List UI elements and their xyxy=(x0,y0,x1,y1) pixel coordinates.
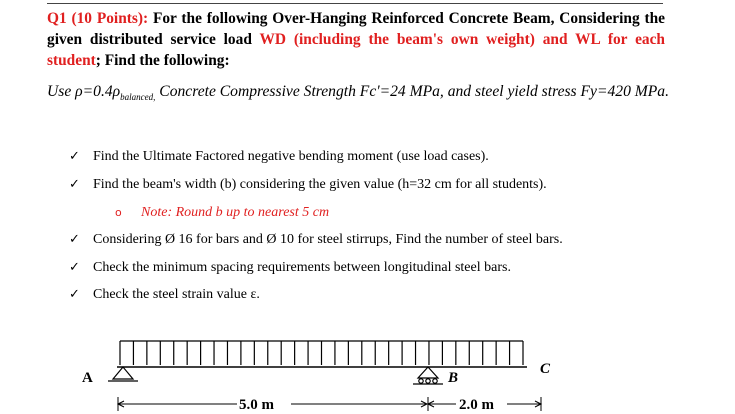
support-b-label: B xyxy=(448,370,459,386)
note-text: Note: Round b up to nearest 5 cm xyxy=(141,205,330,220)
note-item xyxy=(115,205,329,221)
checkmark-icon: ✓ xyxy=(69,260,80,275)
span-bc-label: 2.0 m xyxy=(459,397,494,413)
task-text: Considering Ø 16 for bars and Ø 10 for steel stirrups, Find the number of steel bars. xyxy=(93,232,563,247)
task-text: Find the Ultimate Factored negative bending moment (use load cases). xyxy=(93,149,489,164)
task-item xyxy=(69,287,260,303)
task-item xyxy=(69,260,511,276)
span-ab-label: 5.0 m xyxy=(239,397,274,413)
support-b-roller-icon xyxy=(413,367,443,384)
checkmark-icon: ✓ xyxy=(69,177,80,192)
params-rho-sub: balanced, xyxy=(120,92,156,103)
task-text: Check the minimum spacing requirements between longitudinal steel bars. xyxy=(93,260,511,275)
question-statement xyxy=(47,8,665,71)
question-outro: ; Find the following: xyxy=(95,52,230,69)
question-intro: For the following Over-Hanging Reinforced Concrete Beam, Considering the given distributed service load xyxy=(47,10,665,48)
question-loads: WD (including the beam's own weight) and WL for each student xyxy=(47,31,665,69)
task-item xyxy=(69,149,489,165)
task-item xyxy=(69,177,547,193)
params-prefix: Use xyxy=(47,83,76,100)
circle-bullet-icon: o xyxy=(115,206,122,219)
params-rest: Concrete Compressive Strength Fc'=24 MPa, and steel yield stress Fy=420 MPa. xyxy=(155,83,669,100)
task-text: Check the steel strain value ε. xyxy=(93,287,260,302)
design-parameters xyxy=(47,80,672,109)
task-text: Find the beam's width (b) considering the given value (h=32 cm for all students). xyxy=(93,177,547,192)
support-a-label: A xyxy=(82,370,93,386)
beam-diagram xyxy=(0,325,735,414)
checkmark-icon: ✓ xyxy=(69,287,80,302)
task-item xyxy=(69,232,563,248)
support-a-pin-icon xyxy=(108,367,138,381)
end-c-label: C xyxy=(540,361,551,377)
question-label: Q1 (10 Points): xyxy=(47,10,149,27)
top-rule xyxy=(47,3,663,4)
checkmark-icon: ✓ xyxy=(69,149,80,164)
params-rho: ρ=0.4ρ xyxy=(75,83,121,100)
checkmark-icon: ✓ xyxy=(69,232,80,247)
distributed-load xyxy=(120,341,523,365)
